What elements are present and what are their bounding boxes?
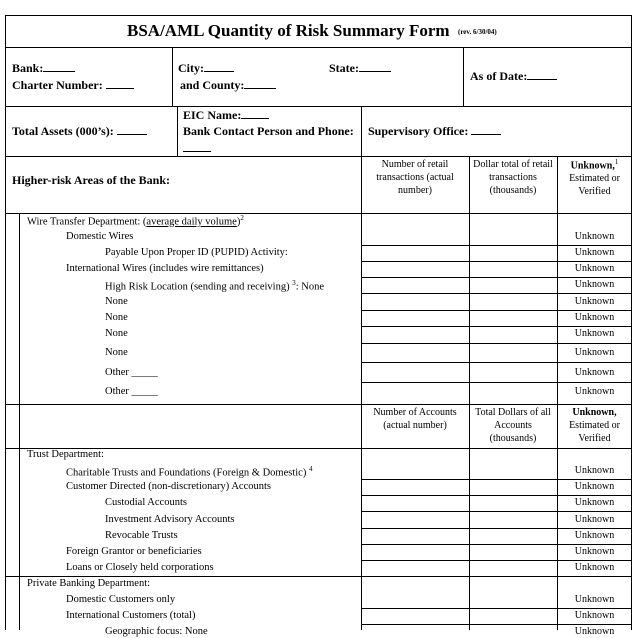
rule [361,277,632,278]
rule [361,326,632,327]
col-header-account-dollars: Total Dollars of all Accounts (thousands) [475,407,551,444]
status-customer-directed: Unknown [574,481,615,492]
row-none-3: None [105,328,128,339]
charter-number-field[interactable]: Charter Number: [12,79,134,91]
rule [361,343,632,344]
rule [361,382,632,383]
rule [361,479,632,480]
bank-contact-field[interactable]: Bank Contact Person and Phone: [183,124,354,138]
title-divider [5,47,632,48]
row-international-customers: International Customers (total) [66,610,196,621]
county-field[interactable]: and County: [180,79,276,91]
row-revocable-trusts: Revocable Trusts [105,530,178,541]
row-custodial-accounts: Custodial Accounts [105,497,187,508]
hdr-divider-3 [177,106,178,156]
rule [361,362,632,363]
higher-risk-title: Higher-risk Areas of the Bank: [12,173,170,187]
s1-col-line-2 [469,156,470,404]
status-high-risk-location: Unknown [574,279,615,290]
col-header-retail-dollar: Dollar total of retail transactions (thousands) [473,159,553,196]
section-divider [5,156,632,157]
row-high-risk-location: High Risk Location (sending and receiving) $^3$: None [105,279,325,293]
row-none-1: None [105,296,128,307]
hdr-divider-4 [361,106,362,156]
city-field[interactable]: City: [178,62,234,74]
rule [361,608,632,609]
status-charitable-trusts: Unknown [574,465,615,476]
section1-header-bottom [5,213,632,214]
form-revision: (rev. 6/30/04) [458,28,497,36]
s2-indent-line [19,404,20,630]
state-field[interactable]: State: [329,62,391,74]
rule [361,544,632,545]
rule [361,624,632,625]
rule [361,511,632,512]
status-geographic-focus: Unknown [574,626,615,637]
trust-department-title: Trust Department: [27,449,104,460]
col-header-retail-count: Number of retail transactions (actual number) [376,159,454,196]
row-other-1: Other _____ [105,367,158,378]
rule [361,245,632,246]
row-pupid-activity: Payable Upon Proper ID (PUPID) Activity: [105,247,288,258]
eic-name-field[interactable]: EIC Name: [183,109,269,121]
status-domestic-wires: Unknown [574,231,615,242]
row-loans-closely-held: Loans or Closely held corporations [66,562,214,573]
hdr-row-divider [5,106,632,107]
private-banking-title: Private Banking Department: [27,578,151,589]
s1-indent-line [19,213,20,404]
col-header-unknown-2: Unknown, Estimated or Verified [569,407,620,444]
status-custodial-accounts: Unknown [574,497,615,508]
rule [361,310,632,311]
wire-transfer-title: Wire Transfer Department: (average daily volume)$^2$ [27,214,244,228]
s1-col-line-1 [361,156,362,404]
col-header-account-count: Number of Accounts (actual number) [373,407,457,431]
frame-right [631,15,632,630]
rule [361,261,632,262]
status-none-2: Unknown [574,312,615,323]
bank-field[interactable]: Bank: [12,62,75,74]
status-none-4: Unknown [574,347,615,358]
row-domestic-customers: Domestic Customers only [66,594,176,605]
rule [361,528,632,529]
status-revocable-trusts: Unknown [574,530,615,541]
rule [361,495,632,496]
section2-top [5,404,632,405]
row-none-4: None [105,347,128,358]
status-other-1: Unknown [574,367,615,378]
row-international-wires: International Wires (includes wire remittances) [66,263,264,274]
row-investment-advisory: Investment Advisory Accounts [105,514,235,525]
total-assets-field[interactable]: Total Assets (000’s): [12,125,147,137]
row-foreign-grantor: Foreign Grantor or beneficiaries [66,546,202,557]
hdr-divider-2 [463,47,464,106]
hdr-divider-1 [172,47,173,106]
rule [361,293,632,294]
row-none-2: None [105,312,128,323]
status-none-1: Unknown [574,296,615,307]
status-investment-advisory: Unknown [574,514,615,525]
s2-col-line-1 [361,404,362,630]
status-foreign-grantor: Unknown [574,546,615,557]
form-title: BSA/AML Quantity of Risk Summary Form [127,21,450,40]
frame-left [5,15,6,630]
row-other-2: Other _____ [105,386,158,397]
status-other-2: Unknown [574,386,615,397]
row-charitable-trusts: Charitable Trusts and Foundations (Foreign & Domestic) $^4$ [66,465,313,479]
row-domestic-wires: Domestic Wires [66,231,134,242]
row-geographic-focus: Geographic focus: None [105,626,208,637]
supervisory-office-field[interactable]: Supervisory Office: [368,125,501,137]
frame-top [5,15,632,16]
status-domestic-customers: Unknown [574,594,615,605]
rule [361,560,632,561]
status-loans-closely-held: Unknown [574,562,615,573]
status-international-wires: Unknown [574,263,615,274]
as-of-date-field[interactable]: As of Date: [470,70,557,82]
row-customer-directed: Customer Directed (non-discretionary) Accounts [66,481,271,492]
status-pupid-activity: Unknown [574,247,615,258]
status-none-3: Unknown [574,328,615,339]
bank-contact-blank[interactable] [183,142,211,154]
status-international-customers: Unknown [574,610,615,621]
private-banking-divider [5,576,632,577]
col-header-unknown-1: Unknown,$^1$ Estimated or Verified [569,158,620,198]
